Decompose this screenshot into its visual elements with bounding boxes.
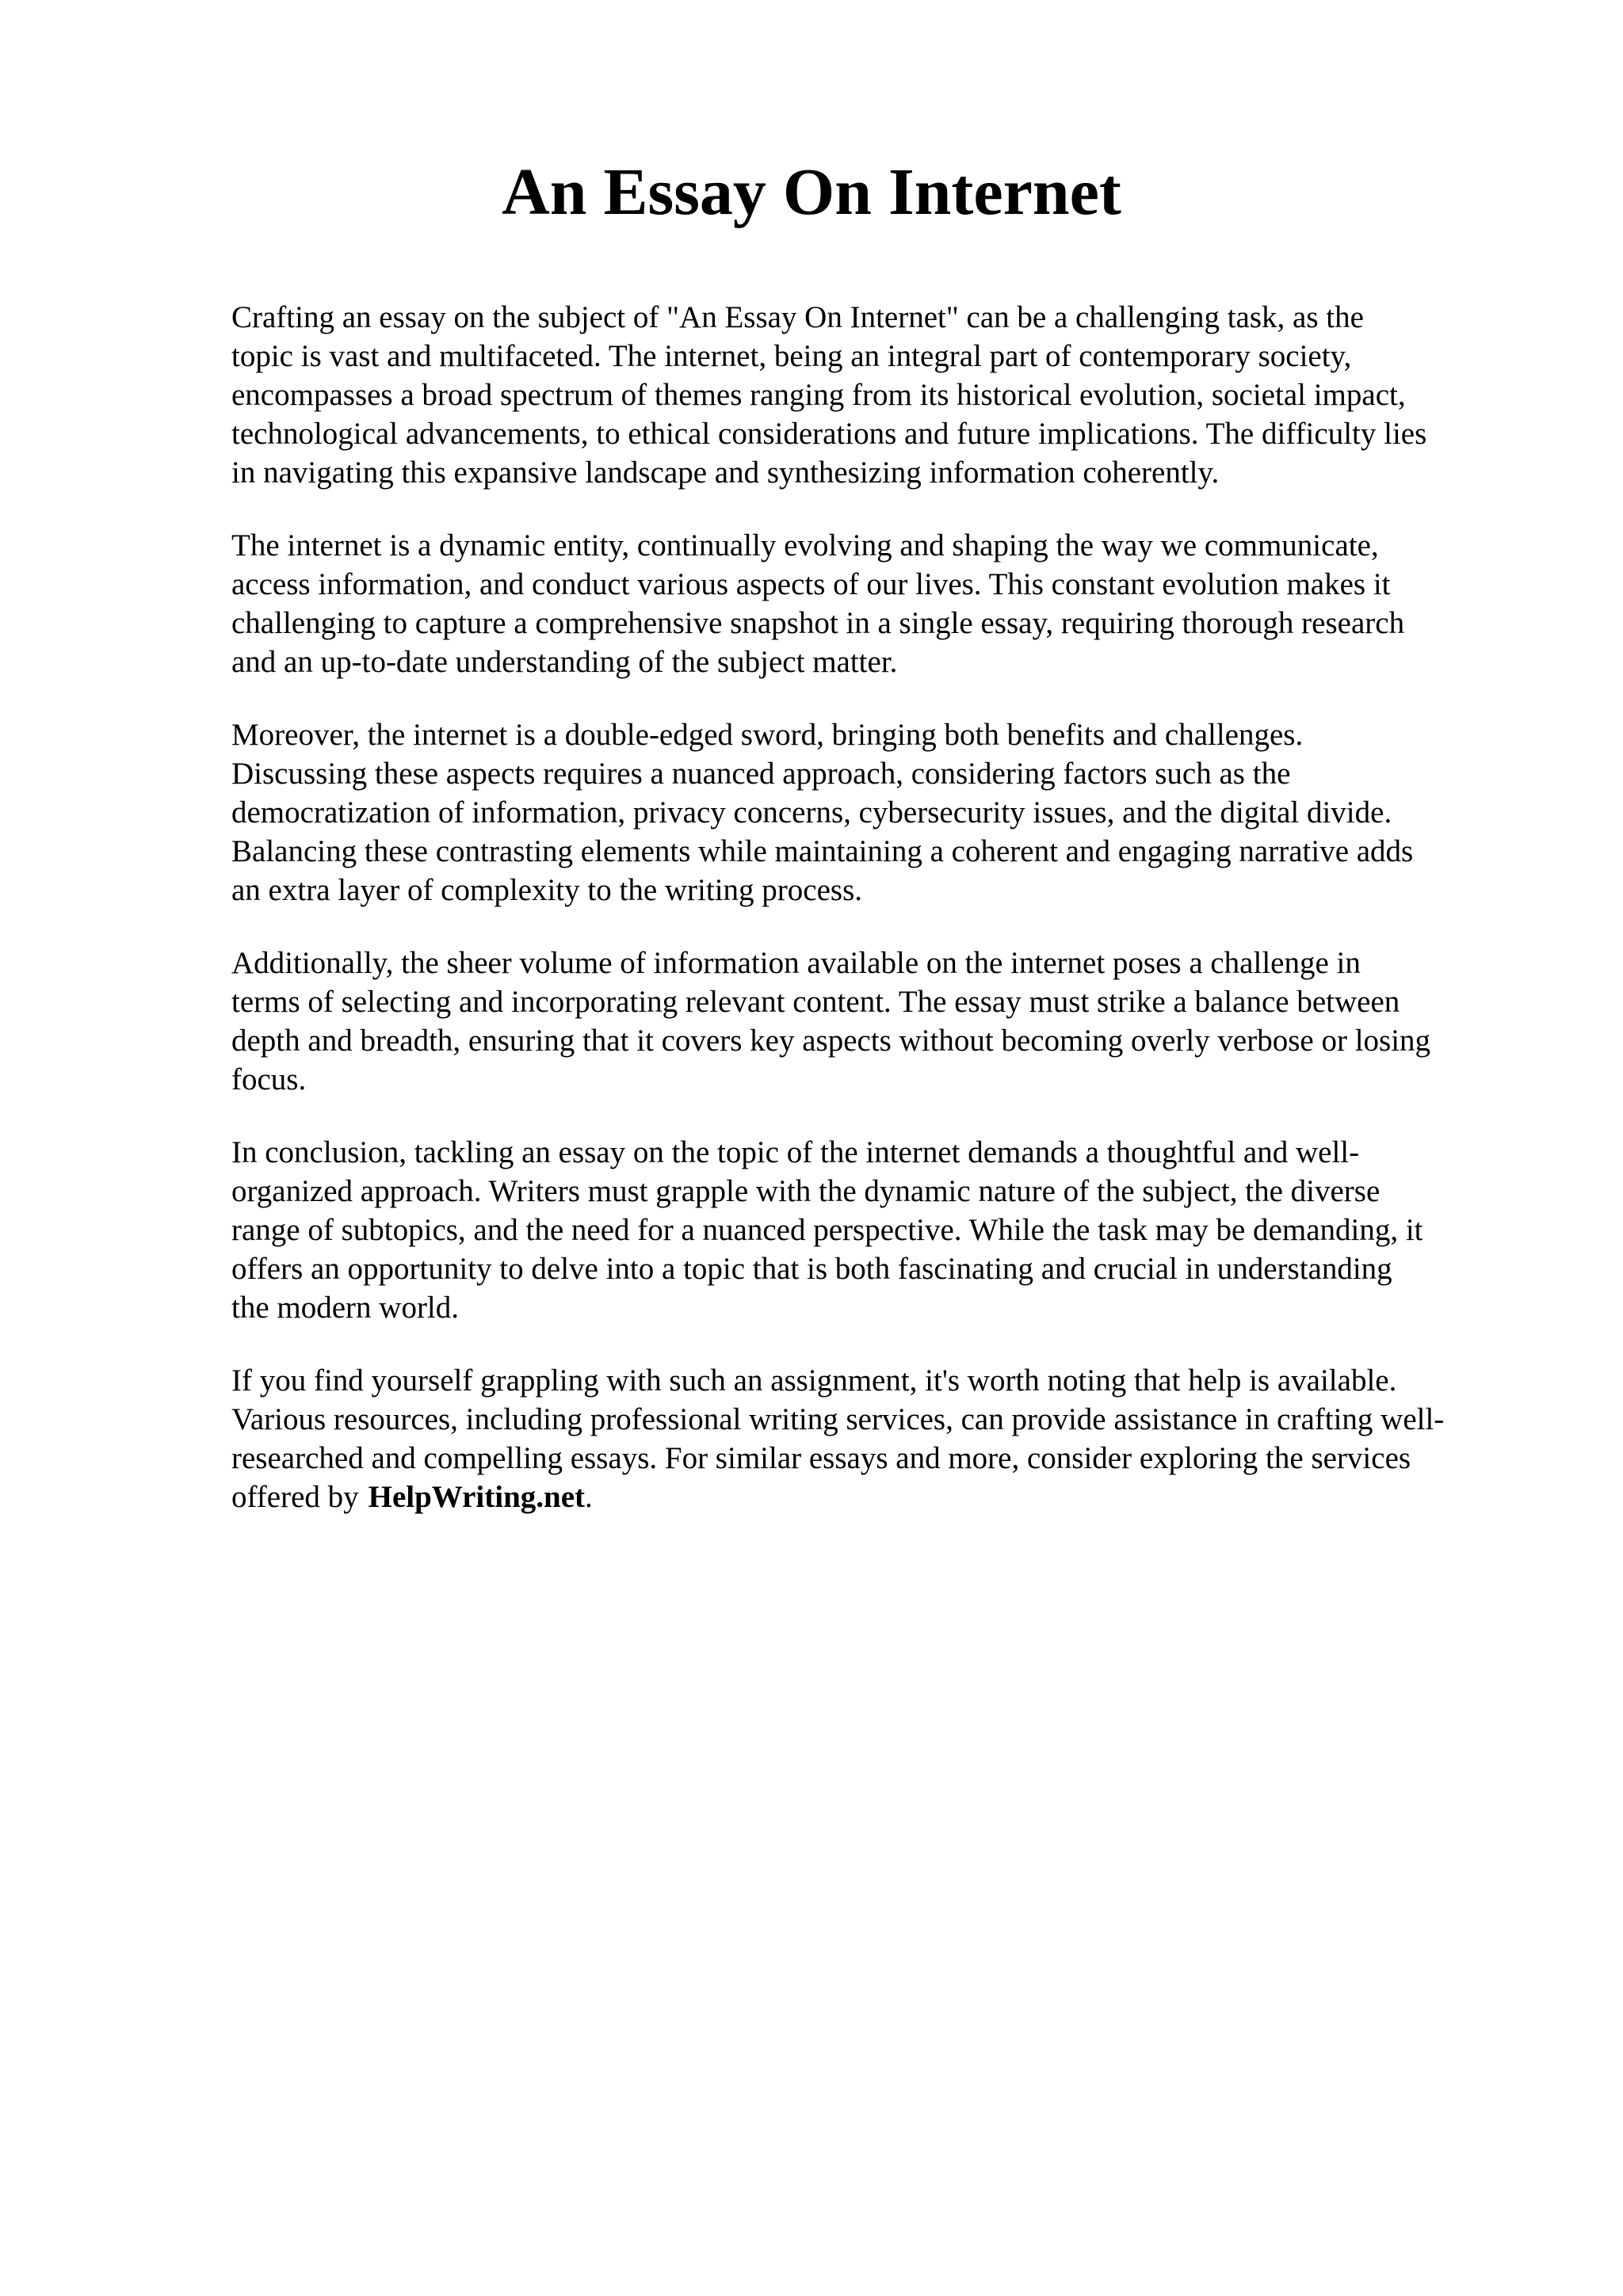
text-line: challenging to capture a comprehensive snapshot in a single essay, requiring thorough research	[231, 606, 1405, 640]
text-line: Moreover, the internet is a double-edged sword, bringing both benefits and challenges.	[231, 718, 1304, 752]
text-line: terms of selecting and incorporating relevant content. The essay must strike a balance between	[231, 985, 1400, 1019]
paragraph-5	[231, 1133, 1531, 1327]
paragraph-1	[231, 298, 1531, 492]
text-line: topic is vast and multifaceted. The internet, being an integral part of contemporary society,	[231, 339, 1352, 373]
text-line: offers an opportunity to delve into a topic that is both fascinating and crucial in understanding	[231, 1252, 1392, 1286]
text-line: focus.	[231, 1062, 307, 1097]
paragraph-2	[231, 526, 1531, 681]
text-line: If you find yourself grappling with such an assignment, it's worth noting that help is available.	[231, 1363, 1397, 1398]
text-line: In conclusion, tackling an essay on the topic of the internet demands a thoughtful and well-	[231, 1135, 1360, 1169]
closing-line	[231, 1478, 1531, 1516]
text-line: an extra layer of complexity to the writing process.	[231, 873, 862, 907]
text-line: The internet is a dynamic entity, continually evolving and shaping the way we communicate,	[231, 528, 1379, 563]
text-line: researched and compelling essays. For similar essays and more, consider exploring the services	[231, 1441, 1411, 1475]
brand-name: HelpWriting.net	[368, 1480, 586, 1514]
text-line: in navigating this expansive landscape and synthesizing information coherently.	[231, 456, 1220, 490]
text-line: Additionally, the sheer volume of information available on the internet poses a challenge in	[231, 946, 1361, 980]
text-line: Crafting an essay on the subject of "An Essay On Internet" can be a challenging task, as the	[231, 300, 1364, 334]
text-line: encompasses a broad spectrum of themes ranging from its historical evolution, societal impact,	[231, 378, 1406, 412]
text-line: technological advancements, to ethical considerations and future implications. The difficulty lies	[231, 417, 1427, 451]
closing-suffix: .	[585, 1480, 593, 1514]
text-line: Discussing these aspects requires a nuanced approach, considering factors such as the	[231, 757, 1291, 791]
text-line: Various resources, including professional writing services, can provide assistance in crafting well-	[231, 1402, 1445, 1436]
text-line: Balancing these contrasting elements while maintaining a coherent and engaging narrative adds	[231, 834, 1414, 868]
text-line: access information, and conduct various aspects of our lives. This constant evolution makes it	[231, 567, 1391, 601]
paragraph-3	[231, 715, 1531, 910]
text-line: democratization of information, privacy concerns, cybersecurity issues, and the digital divide.	[231, 795, 1392, 830]
page-title: An Essay On Internet	[502, 155, 1121, 229]
text-line: organized approach. Writers must grapple with the dynamic nature of the subject, the diverse	[231, 1174, 1381, 1208]
paragraph-6	[231, 1361, 1531, 1516]
closing-prefix: offered by	[231, 1480, 359, 1514]
paragraph-4	[231, 944, 1531, 1099]
text-line: the modern world.	[231, 1291, 460, 1325]
essay-body	[231, 298, 1531, 1550]
text-line: depth and breadth, ensuring that it covers key aspects without becoming overly verbose or losing	[231, 1024, 1431, 1058]
text-line: range of subtopics, and the need for a nuanced perspective. While the task may be demanding, it	[231, 1213, 1423, 1247]
text-line: and an up-to-date understanding of the subject matter.	[231, 645, 898, 679]
